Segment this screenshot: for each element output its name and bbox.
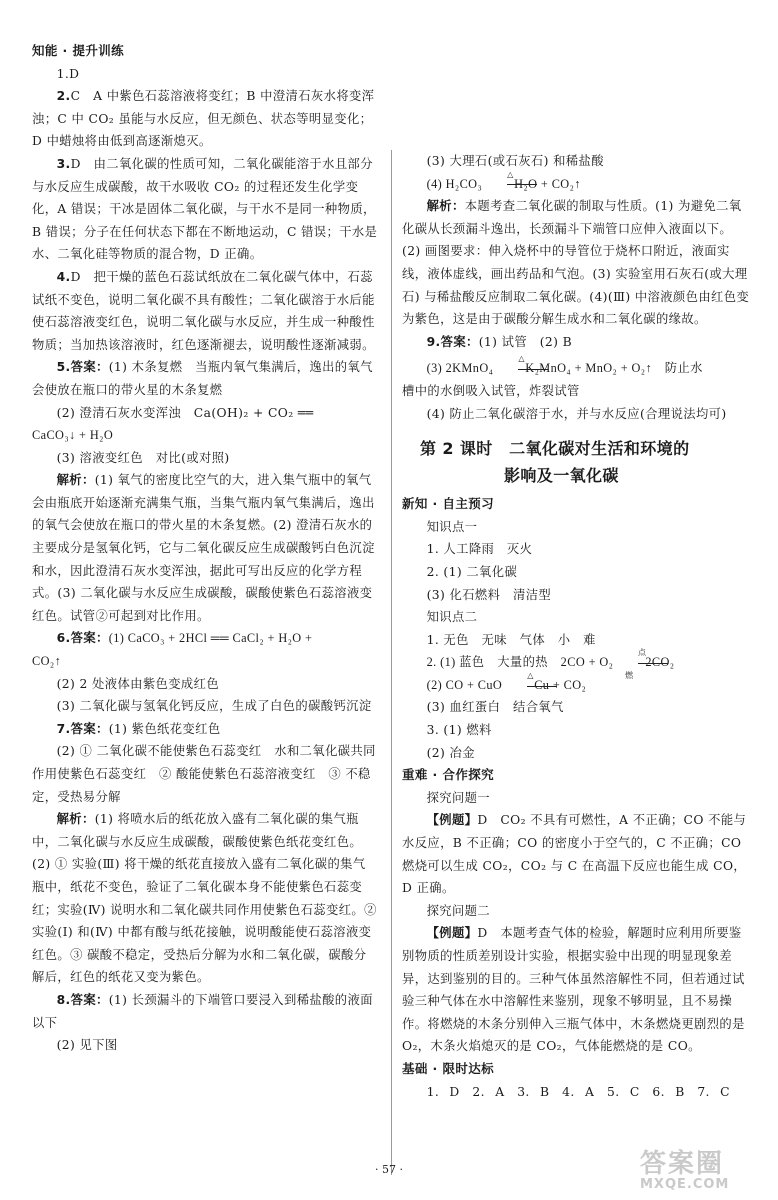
watermark-logo [640,1150,772,1194]
equation-reactant: 2. (1) 蓝色 大量的热 2CO + O₂ [426,655,614,670]
knowledge-point-2: 知识点二 [426,610,478,625]
answer-3-text: D 由二氧化碳的性质可知，二氧化碳能溶于水且部分与水反应生成碳酸，故干水吸收 CO₂ 的过程还发生化学变化，A 错误；干冰是固体二氧化碳，与干水不是同一种物质，B 错误；分子在任何状态下都在不断地运动，C 错误；干水是水、二氧化硅等物质的混合物，D 正确。 [32,156,378,262]
answer-8-number: 8. [56,992,71,1007]
lesson-title-line-2: 影响及一氧化碳 [504,466,619,486]
reaction-condition: 点燃 [625,648,647,680]
equation-product: K₂MnO₄ + MnO₂ + O₂↑ 防止水 [525,361,703,376]
answer-4-number: 4. [56,269,71,284]
analysis-label: 解析： [56,473,95,488]
kp2-answer-1: 1. 无色 无味 气体 小 难 [426,632,596,647]
answer-2 [32,85,378,153]
section-heading-inquiry: 重难 · 合作探究 [402,767,495,783]
answer-7-number: 7. [56,721,71,736]
equation-reactant: (2) CO + CuO [426,677,503,692]
answer-5-label: 答案： [70,360,109,375]
answer-9-part-4: (4) 防止二氧化碳溶于水，并与水反应(合理说法均可) [426,406,727,421]
equation-arrow [502,670,534,697]
answer-2-number: 2. [56,89,71,104]
basic-answers: 1. D 2. A 3. B 4. A 5. C 6. B 7. C [426,1084,730,1099]
equation-product: Cu + CO₂ [534,677,587,692]
left-column [32,40,378,1057]
equation-product: H₂O + CO₂↑ [514,176,581,191]
equation-arrow [613,648,647,680]
answer-5-analysis [32,469,378,627]
page-number: · 57 · [375,1163,403,1176]
answer-5-part-3: (3) 溶液变红色 对比(或对照) [56,450,230,465]
answer-5-number: 5. [56,360,71,375]
answer-3-number: 3. [56,156,71,171]
answer-9-part-3 [402,354,750,380]
answer-5-part-2: (2) 澄清石灰水变浑浊 Ca(OH)₂ + CO₂ ══ [56,405,314,420]
answer-2-text: C A 中紫色石蕊溶液将变红；B 中澄清石灰水将变浑浊；C 中 CO₂ 虽能与水反应，但无颜色、状态等明显变化；D 中蜡烛将由低到高逐渐熄灭。 [32,89,375,149]
analysis-text: (1) 将喷水后的纸花放入盛有二氧化碳的集气瓶中，二氧化碳与水反应生成碳酸，碳酸使紫色纸花变红色。(2) ① 实验(Ⅲ) 将干燥的纸花直接放入盛有二氧化碳的集气瓶中，纸花不变色，验证了二氧化碳本身不能使紫色石蕊变红；实验(Ⅳ) 说明水和二氧化碳共同作用使紫色石蕊变红。② 实验(Ⅰ) 和(Ⅳ) 中都有酸与纸花接触，说明酸能使石蕊溶液变红色。③ 碳酸不稳定，受热后分解为水和二氧化碳，碳酸分解后，红色的纸花又变为紫色。 [32,812,377,985]
answer-5-part-2-cont: CaCO₃↓ + H₂O [32,428,114,443]
column-divider [391,150,392,1175]
answer-6-part-1: (1) CaCO₃ + 2HCl ══ CaCl₂ + H₂O + [108,631,313,646]
example-label: 【例题】 [426,926,478,941]
equation-arrow [482,169,514,196]
answer-6-part-3: (3) 二氧化碳与氢氧化钙反应，生成了白色的碳酸钙沉淀 [56,699,372,714]
answer-4-text: D 把干燥的蓝色石蕊试纸放在二氧化碳气体中，石蕊试纸不变色，说明二氧化碳不具有酸性；二氧化碳溶于水后能使石蕊溶液变红色，说明二氧化碳与水反应，并生成一种酸性物质；当加热该溶液时，红色逐渐褪去，说明酸性逐渐减弱。 [32,269,375,352]
kp1-answer-2: 2. (1) 二氧化碳 [426,564,518,579]
answer-8-heading [32,989,378,1034]
example-text: D 本题考查气体的检验，解题时应利用所要鉴别物质的性质差别设计实验，根据实验中出现的明显现象差异，达到鉴别的目的。三种气体虽然溶解性不同，但若通过试验三种气体在水中溶解性来鉴别，现象不够明显，且不易操作。将燃烧的木条分别伸入三瓶气体中，木条燃烧更剧烈的是 O₂，木条火焰熄灭的是 CO₂，气体能燃烧的是 CO。 [402,926,745,1054]
knowledge-point-1: 知识点一 [426,519,478,534]
example-label: 【例题】 [426,813,478,828]
equation-arrow [493,354,525,380]
answer-6-heading [32,627,378,650]
answer-6-number: 6. [56,631,71,646]
lesson-title [402,435,750,489]
answer-8-label: 答案： [70,992,109,1007]
kp2-answer-4: (3) 血红蛋白 结合氧气 [426,700,564,715]
answer-7-part-1: (1) 紫色纸花变红色 [108,721,221,736]
watermark-text: 答案圈 [640,1149,725,1179]
answer-8-analysis [402,195,750,331]
answer-8-part-4 [402,169,750,196]
analysis-text: (1) 氧气的密度比空气的大，进入集气瓶中的氧气会由瓶底开始逐渐充满集气瓶，当集气瓶内氧气集满后，逸出的氧气会使放在瓶口的带火星的木条复燃。(2) 澄清石灰水的主要成分是氢氧化钙，它与二氧化碳反应生成碳酸钙白色沉淀和水，因此澄清石灰水变浑浊，据此可写出反应的化学方程式。(3) 二氧化碳与水反应生成碳酸，碳酸使紫色石蕊溶液变红色。试管②可起到对比作用。 [32,473,375,623]
kp2-answer-6: (2) 冶金 [426,745,475,760]
answer-8-part-1: (1) 长颈漏斗的下端管口要浸入到稀盐酸的液面以下 [32,992,373,1030]
lesson-title-line-1: 第 2 课时 二氧化碳对生活和环境的 [420,439,690,459]
kp2-answer-3 [402,670,750,697]
section-heading-basic: 基础 · 限时达标 [402,1060,495,1076]
reaction-condition: △ [527,670,534,680]
answer-1: 1.D [56,66,80,81]
watermark-url: MXQE.COM [640,1177,730,1192]
analysis-text: 本题考查二氧化碳的制取与性质。(1) 为避免二氧化碳从长颈漏斗逸出，长颈漏斗下端管口应伸入液面以下。(2) 画图要求：伸入烧杯中的导管位于烧杯口附近，液面实线，液体虚线，画出药品和气泡。(3) 实验室用石灰石(或大理石) 与稀盐酸反应制取二氧化碳。(4)(Ⅲ) 中溶液颜色由红色变为紫色，这是由于碳酸分解生成水和二氧化碳的缘故。 [402,199,750,327]
equation-reactant: (4) H₂CO₃ [426,176,483,191]
answer-5-heading [32,356,378,401]
answer-6-part-2: (2) 2 处液体由紫色变成红色 [56,676,220,691]
equation-reactant: (3) 2KMnO₄ [426,361,494,376]
section-heading-preview: 新知 · 自主预习 [402,496,495,512]
inquiry-2-heading: 探究问题二 [426,903,491,918]
analysis-label: 解析： [426,199,465,214]
inquiry-1-heading: 探究问题一 [426,790,491,805]
answer-5-part-1: (1) 木条复燃 当瓶内氧气集满后，逸出的氧气会使放在瓶口的带火星的木条复燃 [32,360,373,397]
section-heading-training: 知能 · 提升训练 [32,43,125,58]
answer-6-label: 答案： [70,631,109,646]
answer-7-heading [32,718,378,741]
answer-4 [32,266,378,356]
answer-9-part-3-cont: 槽中的水倒吸入试管，炸裂试管 [402,383,580,398]
reaction-condition: △ [507,169,514,179]
answer-8-part-3: (3) 大理石(或石灰石) 和稀盐酸 [426,154,604,168]
answer-7-label: 答案： [70,721,109,736]
answer-7-part-2: (2) ① 二氧化碳不能使紫色石蕊变红 水和二氧化碳共同作用使紫色石蕊变红 ② 酸能使紫色石蕊溶液变红 ③ 不稳定，受热易分解 [32,744,376,804]
equation-product: 2CO₂ [645,655,675,670]
example-2 [402,922,750,1058]
answer-8-part-2: (2) 见下图 [56,1038,118,1053]
answer-9-number: 9. [426,334,441,349]
right-column [402,150,750,1103]
kp1-answer-3: (3) 化石燃料 清洁型 [426,587,552,602]
answer-7-analysis [32,808,378,989]
kp1-answer-1: 1. 人工降雨 灭火 [426,542,533,557]
example-1 [402,809,750,899]
example-text: D CO₂ 不具有可燃性，A 不正确；CO 不能与水反应，B 不正确；CO 的密度小于空气的，C 不正确；CO 燃烧可以生成 CO₂，CO₂ 与 C 在高温下反应也能生成 CO，D 正确。 [402,813,747,896]
reaction-condition: △ [518,354,525,364]
answer-6-part-1-cont: CO₂↑ [32,654,62,669]
kp2-answer-5: 3. (1) 燃料 [426,723,492,738]
answer-9-label: 答案： [440,334,479,349]
analysis-label: 解析： [56,812,95,827]
kp2-answer-2 [402,648,750,680]
answer-9-heading [402,331,750,354]
answer-9-part-1: (1) 试管 (2) B [478,334,573,349]
answer-3 [32,153,378,266]
